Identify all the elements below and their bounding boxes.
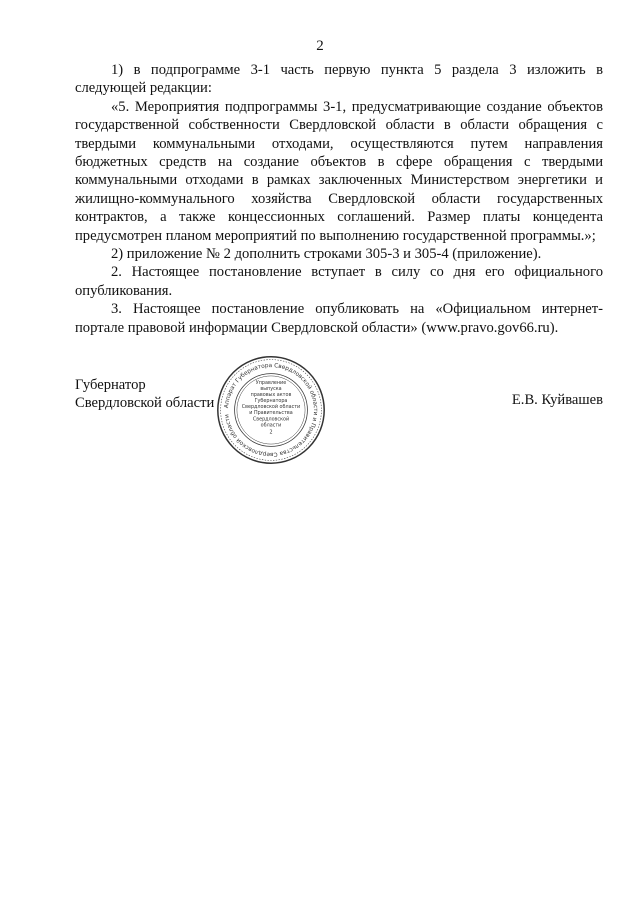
official-seal-stamp [215,354,327,466]
signatory-title-line-1: Губернатор [75,377,146,393]
seal-center-line-3: правовых актов [250,392,292,398]
paragraph-item-1: 1) в подпрограмме 3-1 часть первую пункта 5 раздела 3 изложить в следующей редакции: [75,62,603,97]
paragraph-quoted-amendment: «5. Мероприятия подпрограммы 3-1, предусматривающие создание объектов государственной собственности Свердловской области в области обращения с твердыми коммунальными отходами, осуществляются путем направления бюджетных средств на создание объектов в сфере обращения с твердыми коммунальными отходами в рамках заключенных Министерством энергетики и жилищно-коммунального хозяйства Свердловской области государственных контрактов, а также концессионных соглашений. Размер платы концедента предусмотрен планом мероприятий по выполнению государственной программы.»; [75,98,603,244]
seal-center-line-1: Управление [255,379,287,386]
page-number: 2 [316,38,324,54]
paragraph-clause-3: 3. Настоящее постановление опубликовать на «Официальном интернет-портале правовой информации Свердловской области» (www.pravo.gov66.ru). [75,301,603,336]
paragraph-clause-2: 2. Настоящее постановление вступает в силу со дня его официального опубликования. [75,264,603,299]
signatory-title-line-2: Свердловской области [75,395,215,412]
seal-center-line-4: Губернатора [254,398,288,405]
seal-graphic [215,354,327,466]
document-body [75,61,603,337]
seal-center-line-5: Свердловской области [241,404,301,411]
seal-center-line-2: выпуска [260,385,282,392]
seal-center-line-7: Свердловской [252,416,290,423]
seal-ring-textpath: Аппарат Губернатора Свердловской области и Правительства Свердловской области [224,363,318,457]
seal-center-line-9: 2 [269,429,273,436]
seal-center-line-8: области [260,422,282,429]
seal-center-line-6: и Правительства [249,410,293,417]
signatory-name: Е.В. Куйвашев [511,392,603,408]
seal-center-text [242,380,300,435]
signature-block [75,363,603,476]
signatory-title [75,376,214,413]
paragraph-item-2: 2) приложение № 2 дополнить строками 305-3 и 305-4 (приложение). [111,246,542,263]
